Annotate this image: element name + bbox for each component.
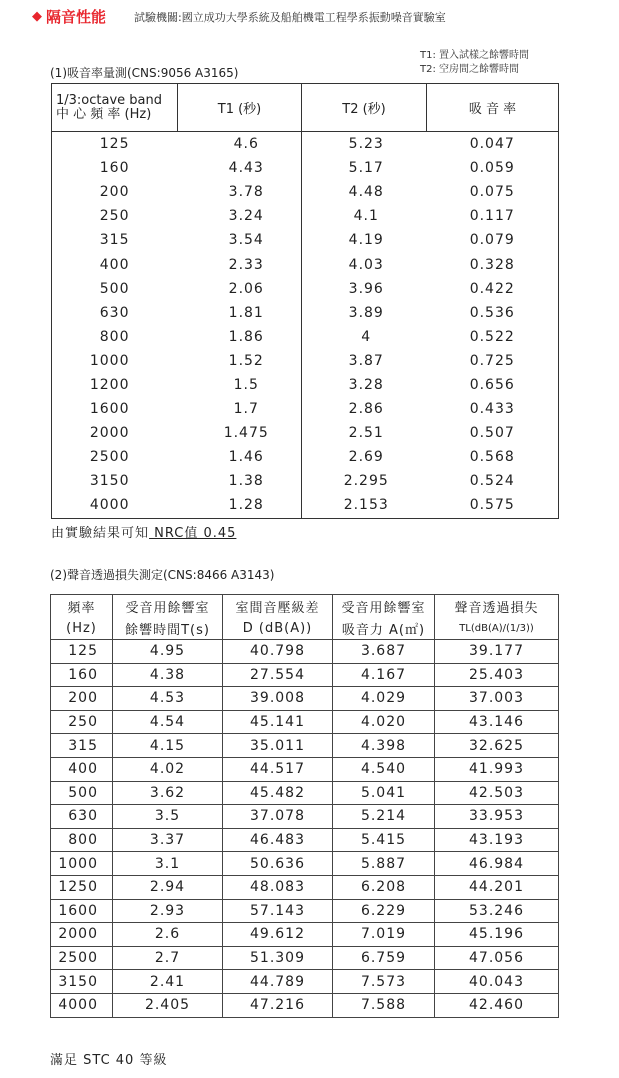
reverb-time-cell: 2.93 [113, 899, 223, 923]
table-row [52, 156, 559, 180]
table-row [51, 757, 559, 781]
note-t2: T2: 空房間之餘響時間 [420, 64, 520, 75]
frequency-cell: 200 [51, 687, 113, 711]
frequency-cell: 125 [51, 640, 113, 664]
frequency-cell: 1250 [51, 875, 113, 899]
transmission-loss-cell: 39.177 [435, 640, 559, 664]
table-row [52, 445, 559, 469]
nrc-result [51, 526, 236, 542]
t1-cell: 4.43 [178, 156, 302, 180]
level-diff-cell: 47.216 [223, 993, 333, 1017]
t1-cell: 3.24 [178, 204, 302, 228]
header-level-diff: 室間音壓級差 [223, 595, 333, 618]
reverb-time-cell: 4.54 [113, 710, 223, 734]
table-header-row [51, 617, 559, 640]
t2-cell: 4.19 [348, 232, 384, 249]
nrc-result-prefix: 由實驗結果可知 [51, 526, 150, 541]
t2-cell: 4.03 [348, 256, 384, 273]
frequency-cell: 4000 [89, 497, 130, 514]
nrc-value: NRC值 0.45 [149, 526, 237, 541]
frequency-cell: 400 [51, 757, 113, 781]
t2-cell: 3.89 [348, 304, 384, 321]
level-diff-cell: 57.143 [223, 899, 333, 923]
section1-title: (1)吸音率量測(CNS:9056 A3165) [50, 66, 239, 80]
absorption-cell: 0.536 [427, 301, 559, 325]
header-frequency: 頻率 [51, 595, 113, 618]
header-t1: T1 (秒) [178, 84, 302, 132]
table-header-row [51, 595, 559, 618]
frequency-cell: 2000 [51, 923, 113, 947]
reverb-time-cell: 3.37 [113, 828, 223, 852]
level-diff-cell: 48.083 [223, 875, 333, 899]
level-diff-cell: 40.798 [223, 640, 333, 664]
frequency-cell: 400 [99, 256, 130, 273]
frequency-cell: 1600 [89, 401, 130, 418]
absorption-power-cell: 4.029 [333, 687, 435, 711]
table-row [51, 828, 559, 852]
table-row [51, 687, 559, 711]
transmission-loss-cell: 40.043 [435, 970, 559, 994]
transmission-loss-cell: 37.003 [435, 687, 559, 711]
t2-cell: 2.295 [343, 473, 389, 490]
section2-title: (2)聲音透過損失測定(CNS:8466 A3143) [50, 568, 275, 582]
frequency-cell: 1000 [51, 852, 113, 876]
table-row [51, 946, 559, 970]
t2-cell: 2.69 [348, 449, 384, 466]
reverb-time-cell: 4.95 [113, 640, 223, 664]
absorption-cell: 0.047 [427, 132, 559, 157]
t2-cell: 3.87 [348, 352, 384, 369]
reverb-time-cell: 4.02 [113, 757, 223, 781]
table-row [51, 710, 559, 734]
level-diff-cell: 45.141 [223, 710, 333, 734]
header-reverb-room: 受音用餘響室 [113, 595, 223, 618]
table-row [51, 805, 559, 829]
table-row [51, 970, 559, 994]
t1-cell: 1.475 [178, 421, 302, 445]
table-row [51, 899, 559, 923]
level-diff-cell: 45.482 [223, 781, 333, 805]
diamond-bullet-icon: ◆ [32, 9, 42, 24]
transmission-loss-cell: 43.193 [435, 828, 559, 852]
header-t2: T2 (秒) [302, 84, 427, 132]
t2-cell: 2.153 [343, 497, 389, 514]
header-absorption: 吸 音 率 [427, 84, 559, 132]
header-receiving-room: 受音用餘響室 [333, 595, 435, 618]
absorption-cell: 0.522 [427, 325, 559, 349]
frequency-cell: 800 [51, 828, 113, 852]
table-row [51, 875, 559, 899]
level-diff-cell: 27.554 [223, 663, 333, 687]
transmission-loss-cell: 43.146 [435, 710, 559, 734]
legend-notes [420, 49, 529, 77]
t1-cell: 3.54 [178, 228, 302, 252]
t1-cell: 1.52 [178, 349, 302, 373]
table-row [51, 993, 559, 1017]
frequency-cell: 160 [51, 663, 113, 687]
frequency-cell: 4000 [51, 993, 113, 1017]
level-diff-cell: 39.008 [223, 687, 333, 711]
transmission-loss-cell: 32.625 [435, 734, 559, 758]
header-frequency-unit: (Hz) [51, 617, 113, 640]
absorption-power-cell: 6.229 [333, 899, 435, 923]
transmission-loss-table [50, 594, 559, 1018]
absorption-power-cell: 4.020 [333, 710, 435, 734]
header-level-diff-unit: D (dB(A)) [223, 617, 333, 640]
absorption-power-cell: 7.588 [333, 993, 435, 1017]
table-row [52, 493, 559, 518]
absorption-cell: 0.433 [427, 397, 559, 421]
header-frequency-line2: 中 心 頻 率 (Hz) [56, 106, 152, 122]
table-row [52, 349, 559, 373]
header-frequency [52, 84, 178, 132]
absorption-cell: 0.328 [427, 252, 559, 276]
reverb-time-cell: 2.405 [113, 993, 223, 1017]
table-row [51, 640, 559, 664]
table-row [51, 734, 559, 758]
stc-conclusion: 滿足 STC 40 等級 [50, 1053, 168, 1068]
absorption-table [51, 83, 559, 519]
frequency-cell: 200 [99, 184, 130, 201]
table-row [52, 301, 559, 325]
absorption-cell: 0.568 [427, 445, 559, 469]
t2-cell: 3.28 [348, 376, 384, 393]
table-row [52, 277, 559, 301]
page-title: 隔音性能 [46, 8, 107, 26]
t2-cell: 5.23 [348, 136, 384, 153]
t1-cell: 2.06 [178, 277, 302, 301]
frequency-cell: 1000 [89, 352, 130, 369]
absorption-cell: 0.524 [427, 469, 559, 493]
absorption-power-cell: 4.540 [333, 757, 435, 781]
table-row [51, 852, 559, 876]
frequency-cell: 3150 [89, 473, 130, 490]
absorption-cell: 0.422 [427, 277, 559, 301]
table-row [51, 923, 559, 947]
transmission-loss-cell: 42.503 [435, 781, 559, 805]
absorption-power-cell: 5.415 [333, 828, 435, 852]
reverb-time-cell: 4.38 [113, 663, 223, 687]
t2-cell: 2.51 [348, 425, 384, 442]
level-diff-cell: 50.636 [223, 852, 333, 876]
absorption-power-cell: 5.887 [333, 852, 435, 876]
frequency-cell: 160 [99, 160, 130, 177]
reverb-time-cell: 3.5 [113, 805, 223, 829]
absorption-cell: 0.656 [427, 373, 559, 397]
t1-cell: 3.78 [178, 180, 302, 204]
t1-cell: 1.38 [178, 469, 302, 493]
t1-cell: 1.7 [178, 397, 302, 421]
frequency-cell: 2500 [51, 946, 113, 970]
t1-cell: 1.46 [178, 445, 302, 469]
reverb-time-cell: 4.53 [113, 687, 223, 711]
header-absorption-power: 吸音力 A(㎡) [333, 617, 435, 640]
table-header-row [52, 84, 559, 132]
absorption-power-cell: 6.759 [333, 946, 435, 970]
level-diff-cell: 51.309 [223, 946, 333, 970]
absorption-power-cell: 6.208 [333, 875, 435, 899]
transmission-loss-cell: 33.953 [435, 805, 559, 829]
reverb-time-cell: 2.41 [113, 970, 223, 994]
level-diff-cell: 46.483 [223, 828, 333, 852]
absorption-cell: 0.079 [427, 228, 559, 252]
frequency-cell: 630 [51, 805, 113, 829]
frequency-cell: 1600 [51, 899, 113, 923]
level-diff-cell: 49.612 [223, 923, 333, 947]
reverb-time-cell: 3.1 [113, 852, 223, 876]
table-row [51, 781, 559, 805]
header-frequency-line1: 1/3:octave band [56, 92, 162, 108]
t1-cell: 1.28 [178, 493, 302, 518]
absorption-power-cell: 4.167 [333, 663, 435, 687]
frequency-cell: 630 [99, 304, 130, 321]
transmission-loss-cell: 44.201 [435, 875, 559, 899]
absorption-cell: 0.507 [427, 421, 559, 445]
t2-cell: 4.1 [353, 208, 379, 225]
absorption-cell: 0.059 [427, 156, 559, 180]
absorption-power-cell: 7.573 [333, 970, 435, 994]
table-row [52, 132, 559, 157]
header-transmission-loss: 聲音透過損失 [435, 595, 559, 618]
table-row [52, 373, 559, 397]
transmission-loss-cell: 53.246 [435, 899, 559, 923]
table-row [52, 204, 559, 228]
reverb-time-cell: 2.94 [113, 875, 223, 899]
frequency-cell: 250 [99, 208, 130, 225]
t1-cell: 1.5 [178, 373, 302, 397]
reverb-time-cell: 2.6 [113, 923, 223, 947]
absorption-cell: 0.725 [427, 349, 559, 373]
reverb-time-cell: 4.15 [113, 734, 223, 758]
absorption-cell: 0.075 [427, 180, 559, 204]
absorption-cell: 0.575 [427, 493, 559, 518]
t2-cell: 4.48 [348, 184, 384, 201]
transmission-loss-cell: 46.984 [435, 852, 559, 876]
table-row [52, 397, 559, 421]
level-diff-cell: 37.078 [223, 805, 333, 829]
frequency-cell: 2000 [89, 425, 130, 442]
transmission-loss-cell: 47.056 [435, 946, 559, 970]
t2-cell: 5.17 [348, 160, 384, 177]
transmission-loss-cell: 25.403 [435, 663, 559, 687]
table-row [51, 663, 559, 687]
frequency-cell: 500 [51, 781, 113, 805]
frequency-cell: 315 [99, 232, 130, 249]
transmission-loss-cell: 41.993 [435, 757, 559, 781]
frequency-cell: 2500 [89, 449, 130, 466]
table-row [52, 252, 559, 276]
frequency-cell: 125 [99, 136, 130, 153]
absorption-power-cell: 7.019 [333, 923, 435, 947]
level-diff-cell: 44.517 [223, 757, 333, 781]
table-row [52, 228, 559, 252]
t2-cell: 2.86 [348, 401, 384, 418]
absorption-power-cell: 5.214 [333, 805, 435, 829]
table-row [52, 421, 559, 445]
reverb-time-cell: 3.62 [113, 781, 223, 805]
frequency-cell: 250 [51, 710, 113, 734]
table-row [52, 325, 559, 349]
frequency-cell: 3150 [51, 970, 113, 994]
header-reverb-time: 餘響時間T(s) [113, 617, 223, 640]
t1-cell: 1.86 [178, 325, 302, 349]
absorption-power-cell: 4.398 [333, 734, 435, 758]
level-diff-cell: 44.789 [223, 970, 333, 994]
frequency-cell: 800 [99, 328, 130, 345]
note-t1: T1: 置入試樣之餘響時間 [420, 50, 530, 61]
transmission-loss-cell: 42.460 [435, 993, 559, 1017]
frequency-cell: 500 [99, 280, 130, 297]
header-tl-unit: TL(dB(A)/(1/3)) [435, 617, 559, 640]
absorption-power-cell: 3.687 [333, 640, 435, 664]
t2-cell: 4 [361, 328, 372, 345]
t1-cell: 4.6 [178, 132, 302, 157]
t2-cell: 3.96 [348, 280, 384, 297]
frequency-cell: 315 [51, 734, 113, 758]
test-institution: 試驗機關:國立成功大學系統及船舶機電工程學系振動噪音實驗室 [134, 11, 446, 24]
absorption-power-cell: 5.041 [333, 781, 435, 805]
table-row [52, 180, 559, 204]
reverb-time-cell: 2.7 [113, 946, 223, 970]
level-diff-cell: 35.011 [223, 734, 333, 758]
frequency-cell: 1200 [89, 376, 130, 393]
absorption-cell: 0.117 [427, 204, 559, 228]
table-row [52, 469, 559, 493]
t1-cell: 1.81 [178, 301, 302, 325]
transmission-loss-cell: 45.196 [435, 923, 559, 947]
t1-cell: 2.33 [178, 252, 302, 276]
